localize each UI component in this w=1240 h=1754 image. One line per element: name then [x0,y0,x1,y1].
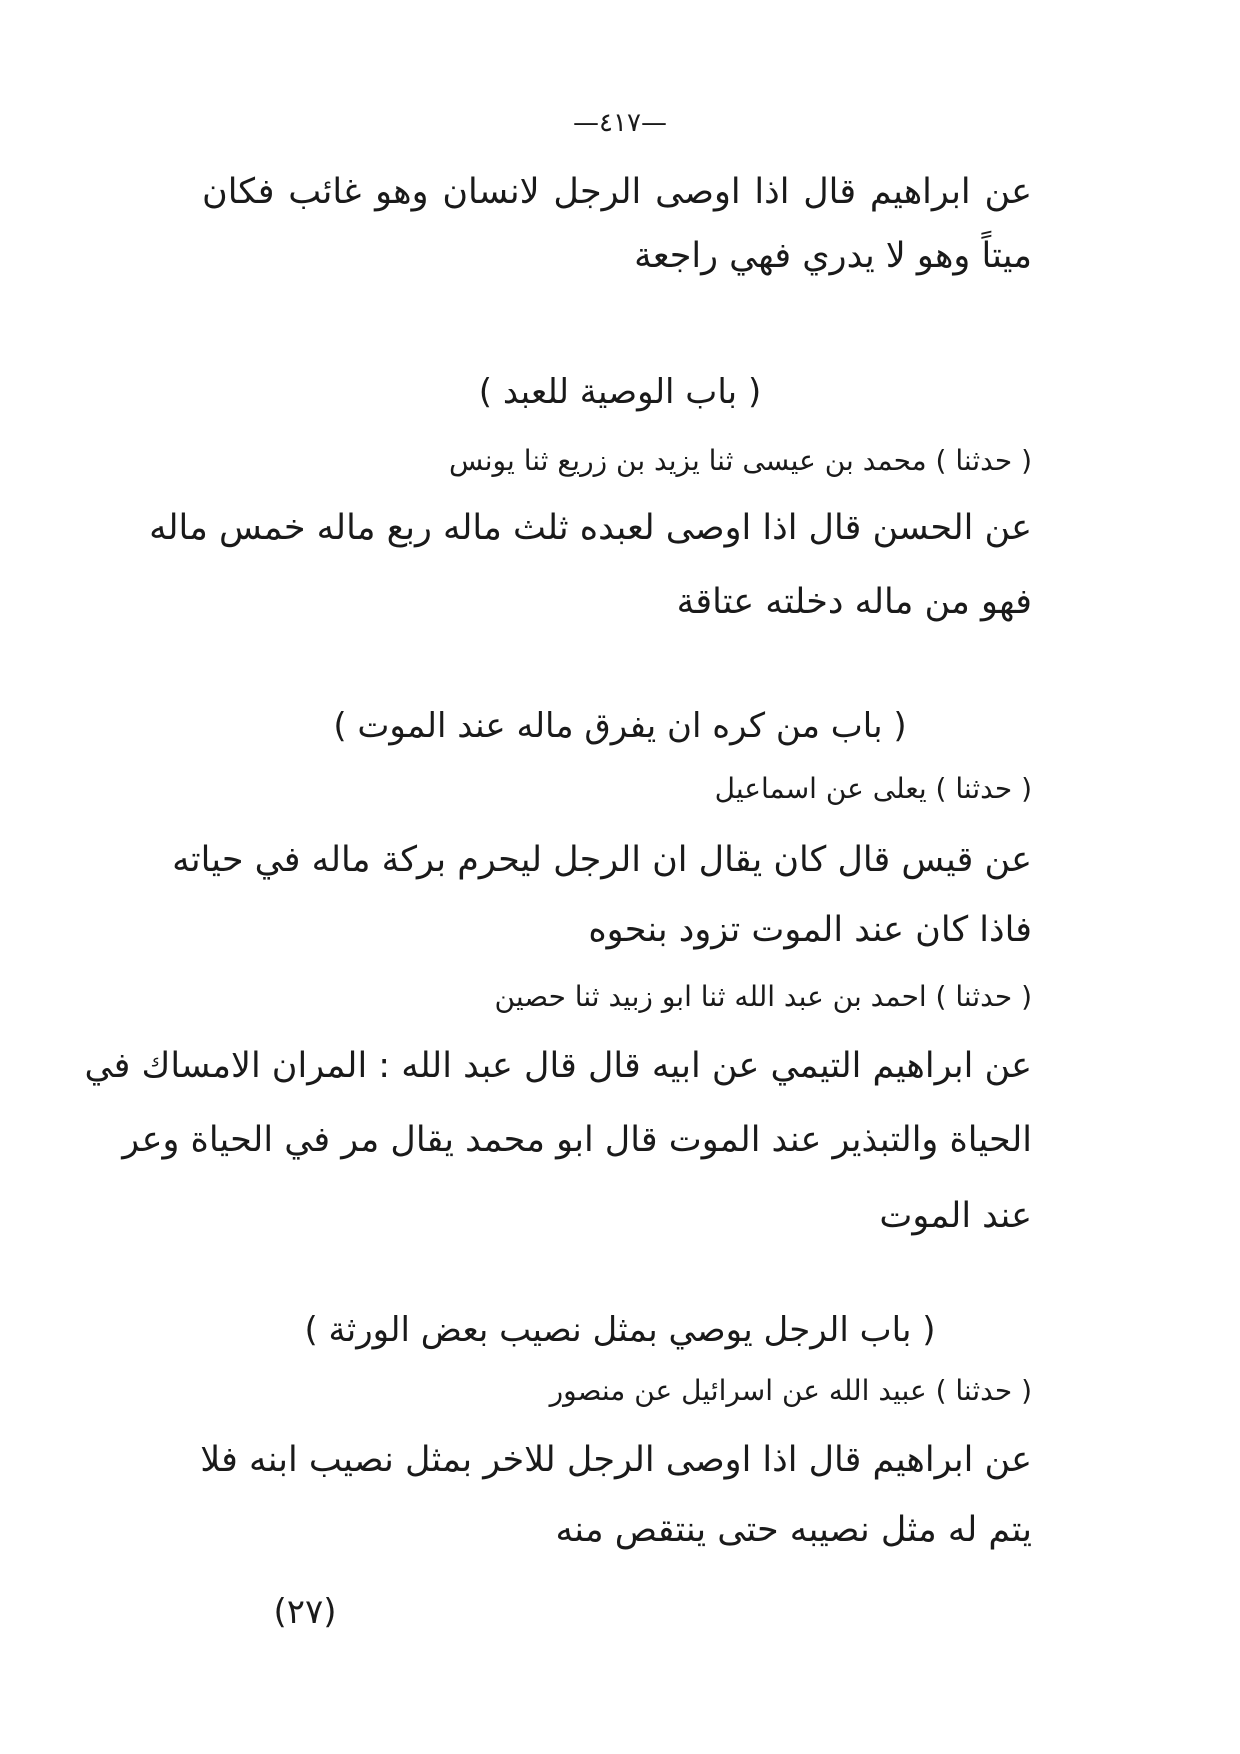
isnad-line: ( حدثنا ) احمد بن عبد الله ثنا ابو زبيد ثنا حصين [494,980,1032,1013]
text-line: عن قيس قال كان يقال ان الرجل ليحرم بركة ماله في حياته [172,840,1032,880]
section-heading: ( باب الوصية للعبد ) [478,372,762,412]
isnad-line: ( حدثنا ) محمد بن عيسى ثنا يزيد بن زريع ثنا يونس [449,444,1032,477]
text-line: فاذا كان عند الموت تزود بنحوه [588,910,1032,950]
isnad-line: ( حدثنا ) يعلى عن اسماعيل [714,772,1032,805]
page-header-number: —٤١٧— [573,108,667,138]
page-footer-number: (٢٧) [273,1592,337,1632]
text-line: عن الحسن قال اذا اوصى لعبده ثلث ماله ربع ماله خمس ماله [149,508,1032,548]
text-line: عند الموت [879,1196,1032,1236]
text-line: فهو من ماله دخلته عتاقة [676,582,1032,622]
text-line: عن ابراهيم قال اذا اوصى الرجل لانسان وهو غائب فكان [202,172,1032,212]
section-heading: ( باب من كره ان يفرق ماله عند الموت ) [333,706,907,746]
text-line: الحياة والتبذير عند الموت قال ابو محمد يقال مر في الحياة وعر [122,1120,1032,1160]
text-line: عن ابراهيم التيمي عن ابيه قال قال عبد الله : المران الامساك في [84,1046,1032,1086]
text-line: يتم له مثل نصيبه حتى ينتقص منه [555,1510,1032,1550]
section-heading: ( باب الرجل يوصي بمثل نصيب بعض الورثة ) [304,1310,936,1350]
isnad-line: ( حدثنا ) عبيد الله عن اسرائيل عن منصور [549,1374,1032,1407]
text-line: عن ابراهيم قال اذا اوصى الرجل للاخر بمثل نصيب ابنه فلا [200,1440,1032,1480]
text-line: ميتاً وهو لا يدري فهي راجعة [634,236,1032,276]
